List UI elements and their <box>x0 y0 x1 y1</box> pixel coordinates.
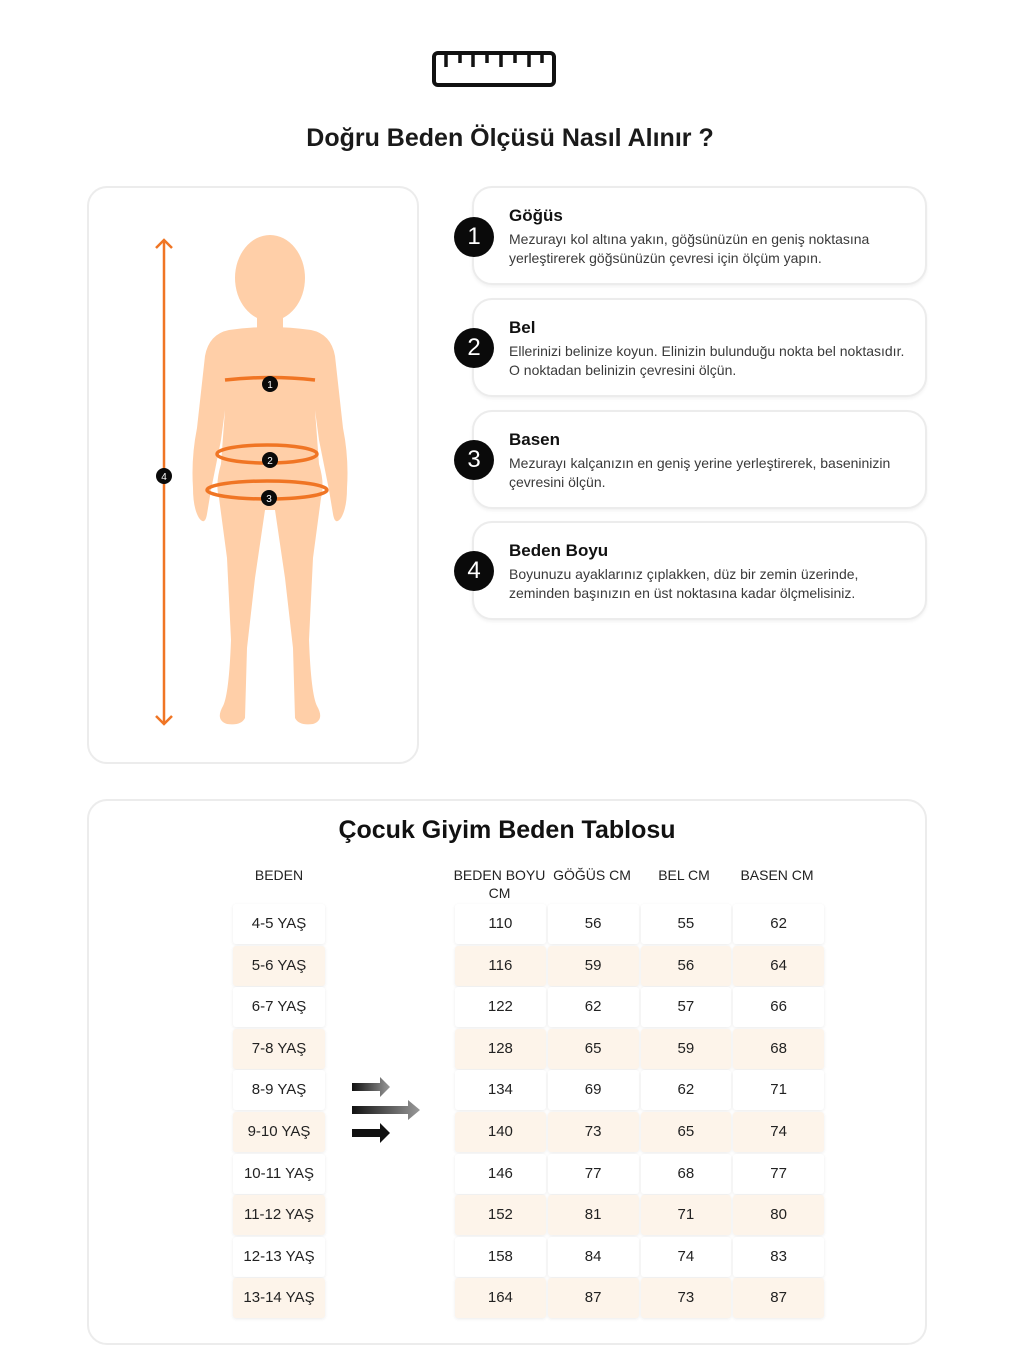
table-cell: 74 <box>733 1112 824 1152</box>
table-cell: 73 <box>548 1112 639 1152</box>
step-number-badge: 3 <box>454 440 494 480</box>
table-cell: 158 <box>455 1237 546 1277</box>
table-cell: 140 <box>455 1112 546 1152</box>
table-cell: 81 <box>548 1195 639 1235</box>
step-card-height <box>472 521 927 620</box>
table-row <box>455 1029 824 1069</box>
table-cell: 65 <box>548 1029 639 1069</box>
table-cell: 59 <box>548 946 639 986</box>
size-cell: 5-6 YAŞ <box>233 946 325 986</box>
table-cell: 59 <box>641 1029 732 1069</box>
svg-text:3: 3 <box>266 494 272 505</box>
table-cell: 66 <box>733 987 824 1027</box>
table-row <box>455 1237 824 1277</box>
table-cell: 68 <box>641 1154 732 1194</box>
size-cell: 10-11 YAŞ <box>233 1154 325 1194</box>
step-title: Basen <box>509 430 561 449</box>
table-cell: 56 <box>548 904 639 944</box>
table-cell: 73 <box>641 1278 732 1318</box>
ruler-icon <box>432 50 556 88</box>
table-cell: 62 <box>733 904 824 944</box>
table-row <box>455 1278 824 1318</box>
table-cell: 77 <box>733 1154 824 1194</box>
column-header-height: BEDEN BOYU CM <box>453 867 546 901</box>
step-title: Beden Boyu <box>509 541 609 560</box>
step-card-waist <box>472 298 927 397</box>
column-header-hip: BASEN CM <box>740 867 814 883</box>
step-number-badge: 4 <box>454 551 494 591</box>
table-cell: 64 <box>733 946 824 986</box>
arrows-right-icon <box>350 1074 422 1146</box>
step-title: Bel <box>509 318 536 337</box>
column-header-size: BEDEN <box>254 867 304 883</box>
table-cell: 57 <box>641 987 732 1027</box>
table-row <box>455 987 824 1027</box>
table-cell: 71 <box>733 1070 824 1110</box>
table-row <box>455 904 824 944</box>
table-cell: 83 <box>733 1237 824 1277</box>
marker-waist <box>262 452 278 468</box>
table-row <box>455 946 824 986</box>
size-cell: 11-12 YAŞ <box>233 1195 325 1235</box>
size-cell: 12-13 YAŞ <box>233 1237 325 1277</box>
step-description: Mezurayı kol altına yakın, göğsünüzün en geniş noktasına yerleştirerek göğsünüzün çevresi için ölçüm yapın. <box>509 231 870 266</box>
table-cell: 116 <box>455 946 546 986</box>
size-cell: 4-5 YAŞ <box>233 904 325 944</box>
size-cell: 7-8 YAŞ <box>233 1029 325 1069</box>
size-cell: 9-10 YAŞ <box>233 1112 325 1152</box>
step-number-badge: 1 <box>454 217 494 257</box>
column-header-waist: BEL CM <box>658 867 710 883</box>
table-cell: 65 <box>641 1112 732 1152</box>
table-cell: 152 <box>455 1195 546 1235</box>
step-description: Boyunuzu ayaklarınız çıplakken, düz bir zemin üzerinde, zeminden başınızın en üst noktasına kadar ölçmelisiniz. <box>509 566 859 601</box>
table-cell: 62 <box>641 1070 732 1110</box>
size-table-title: Çocuk Giyim Beden Tablosu <box>338 816 676 844</box>
step-title: Göğüs <box>509 206 563 225</box>
marker-hip <box>261 490 277 506</box>
step-description: Mezurayı kalçanızın en geniş yerine yerleştirerek, baseninizin çevresini ölçün. <box>509 455 891 490</box>
marker-height <box>156 468 172 484</box>
table-cell: 128 <box>455 1029 546 1069</box>
svg-text:4: 4 <box>161 472 167 483</box>
table-row <box>455 1195 824 1235</box>
table-cell: 71 <box>641 1195 732 1235</box>
table-cell: 122 <box>455 987 546 1027</box>
table-cell: 68 <box>733 1029 824 1069</box>
marker-chest <box>262 376 278 392</box>
size-cell: 6-7 YAŞ <box>233 987 325 1027</box>
page-title: Doğru Beden Ölçüsü Nasıl Alınır ? <box>306 124 714 152</box>
table-cell: 62 <box>548 987 639 1027</box>
table-cell: 164 <box>455 1278 546 1318</box>
step-card-chest <box>472 186 927 285</box>
table-cell: 56 <box>641 946 732 986</box>
table-cell: 110 <box>455 904 546 944</box>
step-number-badge: 2 <box>454 328 494 368</box>
child-body-figure <box>89 188 421 766</box>
table-row <box>455 1154 824 1194</box>
table-cell: 84 <box>548 1237 639 1277</box>
column-header-chest: GÖĞÜS CM <box>553 867 631 883</box>
svg-text:2: 2 <box>267 456 273 467</box>
table-cell: 77 <box>548 1154 639 1194</box>
table-row <box>455 1112 824 1152</box>
table-cell: 134 <box>455 1070 546 1110</box>
table-cell: 80 <box>733 1195 824 1235</box>
step-card-hip <box>472 410 927 509</box>
step-description: Ellerinizi belinize koyun. Elinizin bulunduğu nokta bel noktasıdır. O noktadan belinizin çevresini ölçün. <box>509 343 905 378</box>
table-cell: 146 <box>455 1154 546 1194</box>
body-figure-card <box>87 186 419 764</box>
table-cell: 87 <box>733 1278 824 1318</box>
table-cell: 55 <box>641 904 732 944</box>
table-row <box>455 1070 824 1110</box>
size-cell: 13-14 YAŞ <box>233 1278 325 1318</box>
table-cell: 87 <box>548 1278 639 1318</box>
svg-text:1: 1 <box>267 380 273 391</box>
table-cell: 69 <box>548 1070 639 1110</box>
size-cell: 8-9 YAŞ <box>233 1070 325 1110</box>
table-cell: 74 <box>641 1237 732 1277</box>
